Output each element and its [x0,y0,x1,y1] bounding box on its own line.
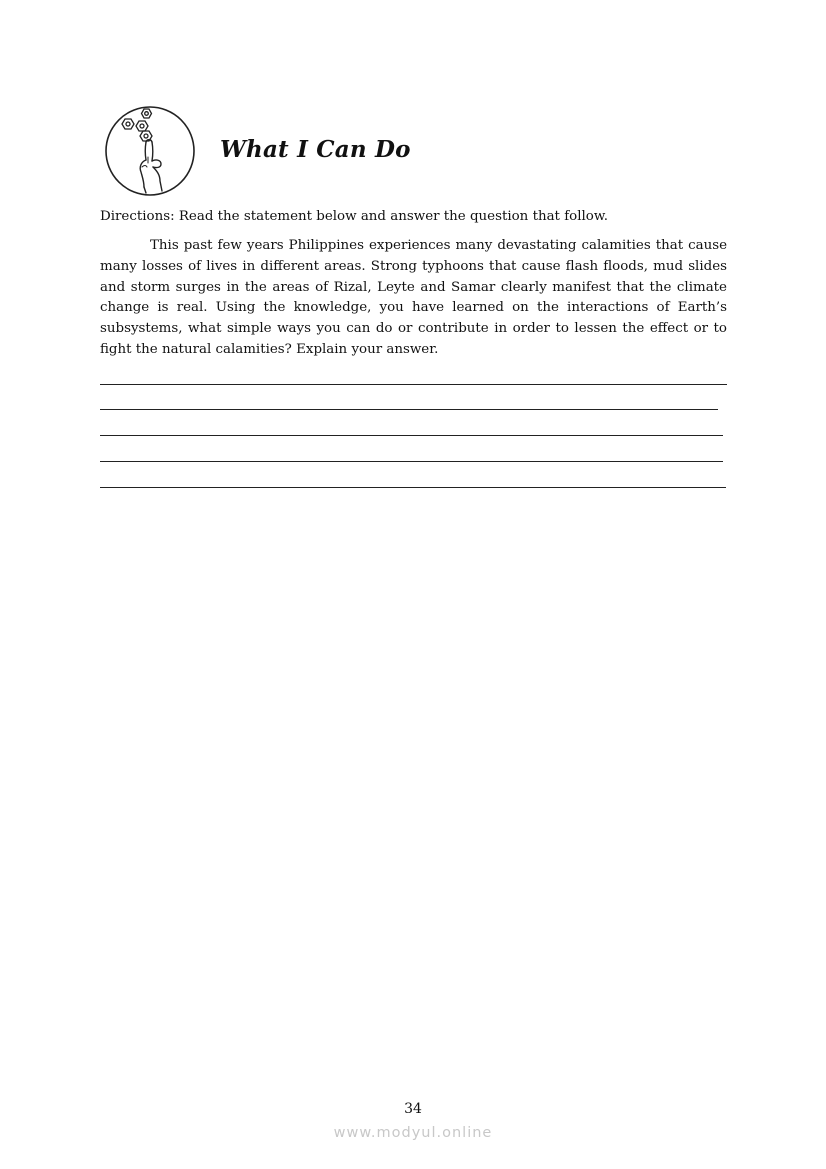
hand-with-gears-icon [104,105,196,197]
answer-line-3[interactable] [100,435,723,436]
answer-line-5[interactable] [100,487,726,488]
section-title: What I Can Do [220,136,411,163]
answer-line-2[interactable] [100,409,718,410]
answer-line-1[interactable] [100,384,727,385]
answer-line-4[interactable] [100,461,723,462]
watermark-text: www.modyul.online [333,1125,493,1141]
page-number: 34 [404,1101,422,1117]
passage-paragraph: This past few years Philippines experiences many devastating calamities that cause many losses of lives in different areas. Strong typhoons that cause flash floods, mud slides and storm surges in the areas of Rizal, Leyte and Samar clearly manifest that the climate change is real. Using the knowledge, you have learned on the interactions of Earth’s subsystems, what simple ways you can do or contribute in order to lessen the effect or to fight the natural calamities? Explain your answer. [100,238,727,357]
directions-text: Directions: Read the statement below and answer the question that follow. [100,209,608,224]
